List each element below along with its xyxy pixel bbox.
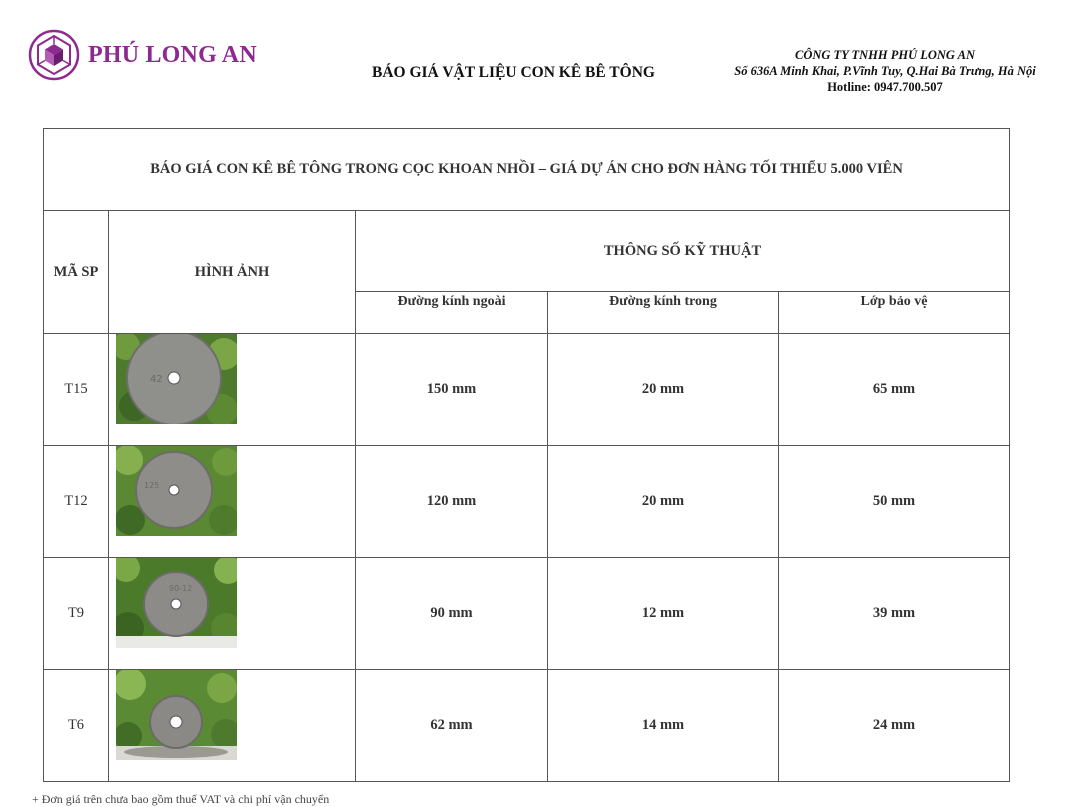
hexagon-cube-logo-icon bbox=[28, 27, 80, 83]
outer-diameter-value: 120 mm bbox=[356, 446, 548, 558]
product-code: T9 bbox=[44, 558, 109, 670]
inner-diameter-value: 20 mm bbox=[548, 334, 779, 446]
subheader-outer-diameter: Đường kính ngoài bbox=[356, 292, 548, 334]
product-photo bbox=[116, 334, 237, 424]
inner-diameter-value: 12 mm bbox=[548, 558, 779, 670]
disc-stamp: 90-12 bbox=[169, 584, 193, 593]
table-caption: BÁO GIÁ CON KÊ BÊ TÔNG TRONG CỌC KHOAN NHỒI – GIÁ DỰ ÁN CHO ĐƠN HÀNG TỐI THIỂU 5.000 VIÊN bbox=[44, 129, 1010, 211]
table-row bbox=[44, 446, 1010, 558]
product-image-cell bbox=[109, 670, 356, 782]
product-photo bbox=[116, 558, 237, 648]
subheader-inner-diameter: Đường kính trong bbox=[548, 292, 779, 334]
cover-layer-value: 65 mm bbox=[779, 334, 1010, 446]
product-image-cell bbox=[109, 334, 356, 446]
col-header-image: HÌNH ẢNH bbox=[109, 211, 356, 334]
document-title: BÁO GIÁ VẬT LIỆU CON KÊ BÊ TÔNG bbox=[372, 64, 655, 81]
brand-name: PHÚ LONG AN bbox=[88, 42, 257, 68]
table-row bbox=[44, 334, 1010, 446]
product-code: T12 bbox=[44, 446, 109, 558]
outer-diameter-value: 150 mm bbox=[356, 334, 548, 446]
product-image-cell bbox=[109, 446, 356, 558]
subheader-cover-layer: Lớp bảo vệ bbox=[779, 292, 1010, 334]
cover-layer-value: 50 mm bbox=[779, 446, 1010, 558]
hotline: Hotline: 0947.700.507 bbox=[827, 80, 943, 94]
footer-note: + Đơn giá trên chưa bao gồm thuế VAT và chi phí vận chuyển bbox=[32, 792, 330, 806]
product-image-cell bbox=[109, 558, 356, 670]
col-header-specs: THÔNG SỐ KỸ THUẬT bbox=[356, 211, 1010, 292]
table-row bbox=[44, 670, 1010, 782]
product-code: T6 bbox=[44, 670, 109, 782]
inner-diameter-value: 14 mm bbox=[548, 670, 779, 782]
cover-layer-value: 39 mm bbox=[779, 558, 1010, 670]
product-photo bbox=[116, 446, 237, 536]
company-info bbox=[712, 47, 1058, 95]
table-row bbox=[44, 558, 1010, 670]
product-photo bbox=[116, 670, 237, 760]
company-name: CÔNG TY TNHH PHÚ LONG AN bbox=[795, 48, 975, 62]
price-table bbox=[43, 128, 1010, 782]
disc-stamp: 42 bbox=[150, 374, 163, 385]
inner-diameter-value: 20 mm bbox=[548, 446, 779, 558]
disc-stamp: 125 bbox=[144, 481, 160, 490]
outer-diameter-value: 90 mm bbox=[356, 558, 548, 670]
outer-diameter-value: 62 mm bbox=[356, 670, 548, 782]
col-header-code: MÃ SP bbox=[44, 211, 109, 334]
product-code: T15 bbox=[44, 334, 109, 446]
cover-layer-value: 24 mm bbox=[779, 670, 1010, 782]
company-address: Số 636A Minh Khai, P.Vĩnh Tuy, Q.Hai Bà Trưng, Hà Nội bbox=[734, 64, 1036, 78]
